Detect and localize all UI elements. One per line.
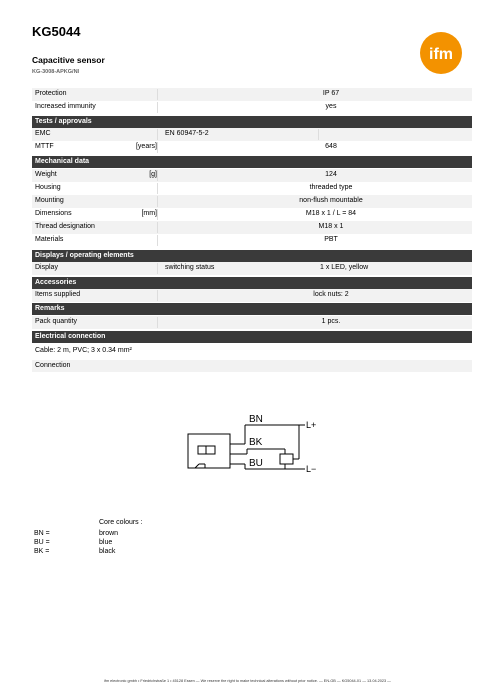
row-value: PBT bbox=[324, 236, 338, 243]
product-subtitle: Capacitive sensor bbox=[32, 55, 105, 65]
row-value: 1 pcs. bbox=[321, 318, 341, 325]
divider bbox=[157, 142, 158, 153]
section-header-remarks bbox=[32, 303, 472, 315]
logo-text: ifm bbox=[429, 46, 453, 63]
row-unit: [mm] bbox=[141, 210, 157, 217]
section-header-accessories bbox=[32, 277, 472, 289]
table-row bbox=[32, 128, 472, 141]
table-row bbox=[32, 289, 472, 302]
cable-spec: Cable: 2 m, PVC; 3 x 0.34 mm² bbox=[35, 347, 132, 354]
sensor-symbol-square bbox=[198, 446, 206, 454]
divider bbox=[318, 129, 319, 140]
row-value: non-flush mountable bbox=[299, 197, 363, 204]
row-value: lock nuts: 2 bbox=[313, 291, 349, 298]
divider bbox=[157, 222, 158, 233]
row-label: Protection bbox=[35, 90, 67, 97]
divider bbox=[157, 183, 158, 194]
section-title: Electrical connection bbox=[35, 333, 106, 340]
section-title: Accessories bbox=[35, 279, 77, 286]
section-header-displays bbox=[32, 250, 472, 262]
row-value: switching status bbox=[165, 264, 215, 271]
divider bbox=[157, 235, 158, 246]
row-label: MTTF bbox=[35, 143, 54, 150]
section-title: Mechanical data bbox=[35, 158, 90, 165]
table-row bbox=[32, 234, 472, 247]
load-symbol bbox=[280, 454, 293, 464]
row-value: 648 bbox=[325, 143, 337, 150]
divider bbox=[157, 170, 158, 181]
row-unit: [years] bbox=[135, 143, 157, 150]
label-bk: BK bbox=[249, 437, 263, 448]
section-title: Displays / operating elements bbox=[35, 252, 134, 259]
sensor-symbol-bracket bbox=[206, 446, 215, 454]
core-code: BK = bbox=[34, 548, 50, 555]
section-header-mechanical bbox=[32, 156, 472, 168]
core-colours-heading: Core colours : bbox=[99, 519, 143, 526]
divider bbox=[157, 209, 158, 220]
row-label: Housing bbox=[35, 184, 61, 191]
divider bbox=[157, 317, 158, 328]
core-name: brown bbox=[99, 530, 119, 537]
row-label: EMC bbox=[35, 130, 51, 137]
table-row bbox=[32, 169, 472, 182]
table-row bbox=[32, 182, 472, 195]
row-unit: [g] bbox=[149, 171, 157, 178]
divider bbox=[157, 102, 158, 113]
divider bbox=[157, 196, 158, 207]
row-label: Materials bbox=[35, 236, 64, 243]
label-bu: BU bbox=[249, 458, 263, 469]
ifm-logo bbox=[419, 31, 463, 75]
row-label: Mounting bbox=[35, 197, 64, 204]
row-value: 1 x LED, yellow bbox=[320, 264, 369, 271]
row-value: 124 bbox=[325, 171, 337, 178]
row-value: M18 x 1 bbox=[318, 223, 344, 230]
section-header-electrical bbox=[32, 331, 472, 343]
row-label: Dimensions bbox=[35, 210, 72, 217]
label-lminus: L− bbox=[306, 464, 317, 474]
table-row bbox=[32, 221, 472, 234]
table-row bbox=[32, 195, 472, 208]
product-title: KG5044 bbox=[32, 24, 81, 39]
row-value: yes bbox=[325, 103, 337, 110]
row-label: Display bbox=[35, 264, 58, 271]
table-row bbox=[32, 316, 472, 329]
row-value: M18 x 1 / L = 84 bbox=[305, 210, 357, 217]
row-value: IP 67 bbox=[322, 90, 340, 97]
row-label: Weight bbox=[35, 171, 57, 178]
sensor-box bbox=[188, 434, 230, 468]
core-name: blue bbox=[99, 539, 113, 546]
section-title: Remarks bbox=[35, 305, 65, 312]
section-title: Tests / approvals bbox=[35, 118, 92, 125]
row-value: threaded type bbox=[309, 184, 353, 191]
table-row bbox=[32, 88, 472, 101]
wiring-diagram bbox=[185, 412, 325, 482]
label-bn: BN bbox=[249, 414, 263, 425]
section-header-tests bbox=[32, 116, 472, 128]
connection-bar bbox=[32, 360, 472, 372]
table-row bbox=[32, 262, 472, 275]
table-row bbox=[32, 208, 472, 221]
table-row bbox=[32, 101, 472, 114]
divider bbox=[157, 89, 158, 100]
connection-label: Connection bbox=[35, 362, 71, 369]
row-value: EN 60947-5-2 bbox=[165, 130, 209, 137]
row-label: Increased immunity bbox=[35, 103, 96, 110]
row-label: Pack quantity bbox=[35, 318, 78, 325]
divider bbox=[157, 263, 158, 274]
row-label: Items supplied bbox=[35, 291, 81, 298]
divider bbox=[157, 129, 158, 140]
page-footer: ifm electronic gmbh • Friedrichstraße 1 • 45128 Essen — We reserve the right to make technical alterations without prior notice. — EN-GB — KG5044-01 — 13.04.2023 — bbox=[104, 679, 391, 683]
table-row bbox=[32, 141, 472, 154]
core-name: black bbox=[99, 548, 116, 555]
row-label: Thread designation bbox=[35, 223, 95, 230]
core-code: BN = bbox=[34, 530, 50, 537]
product-code: KG-3008-APKG/NI bbox=[32, 69, 80, 75]
core-code: BU = bbox=[34, 539, 50, 546]
label-lplus: L+ bbox=[306, 420, 317, 430]
divider bbox=[157, 290, 158, 301]
